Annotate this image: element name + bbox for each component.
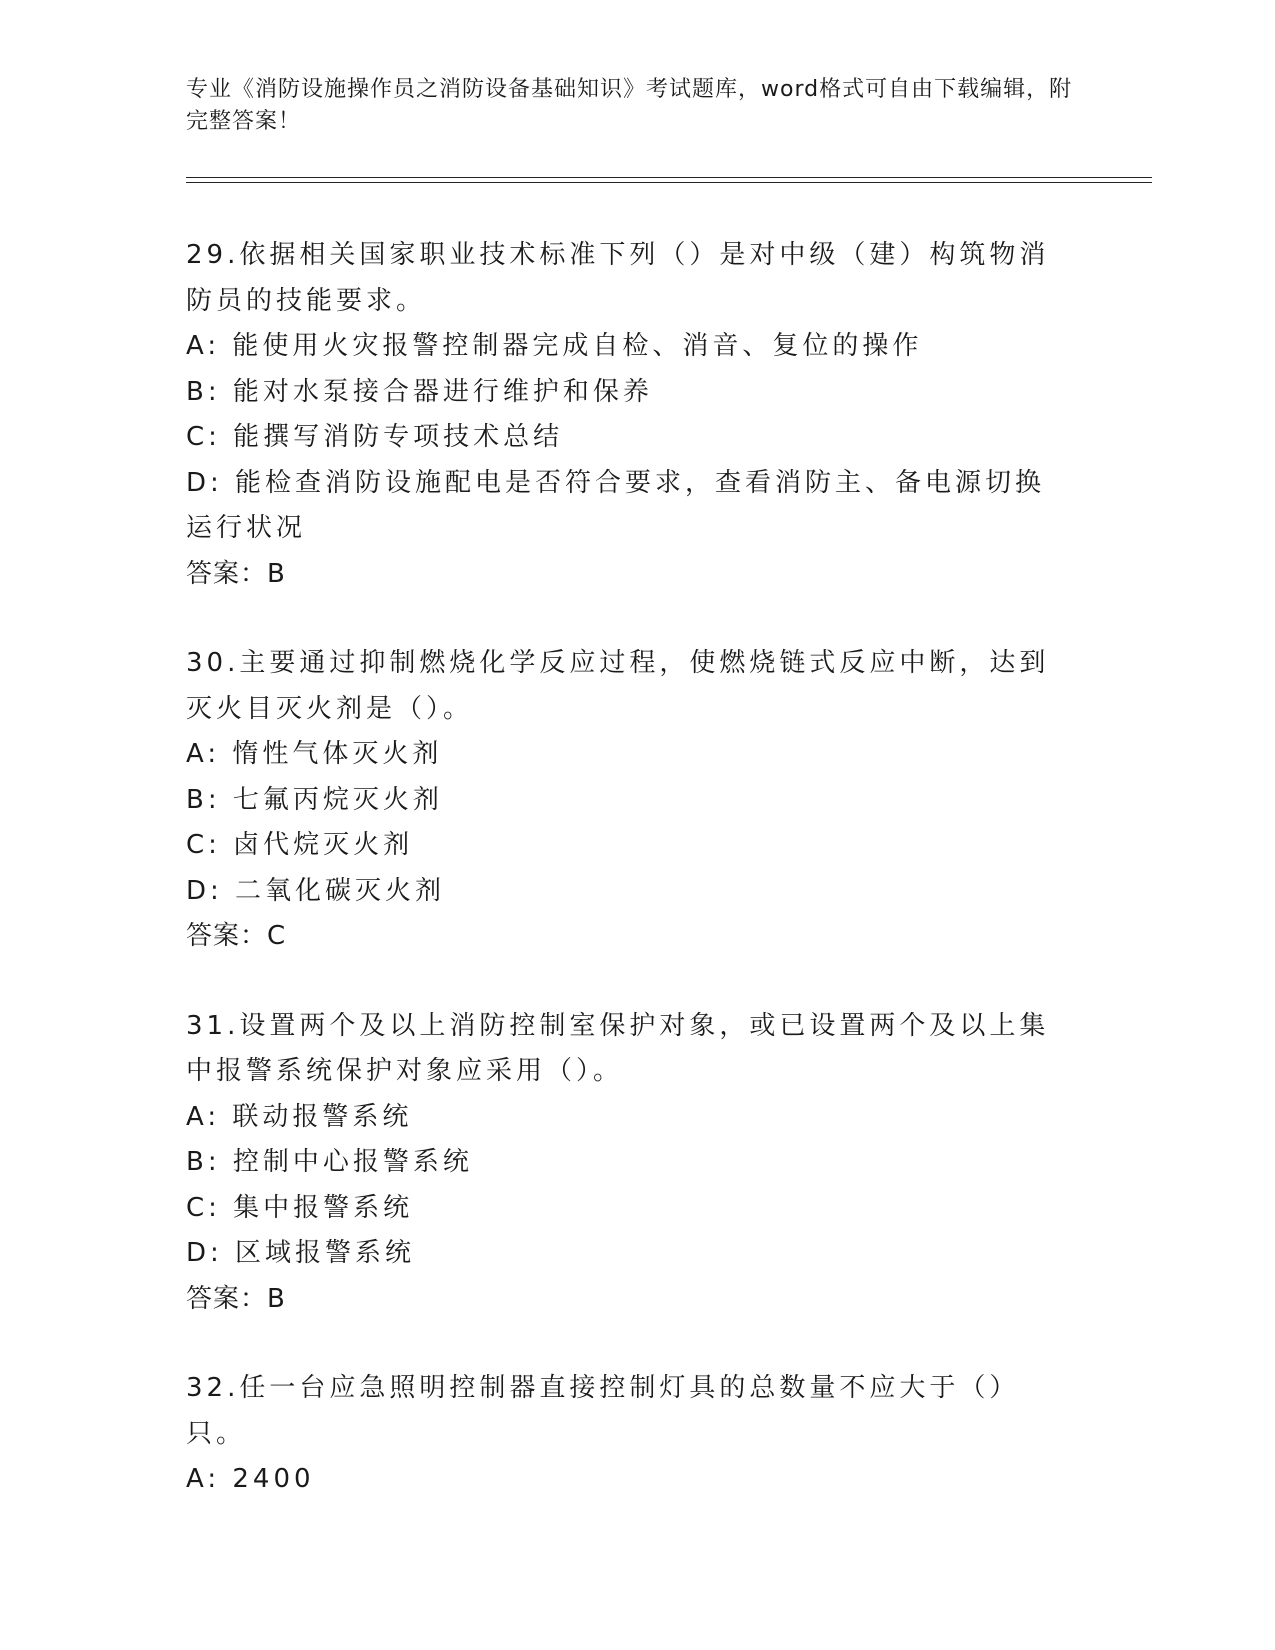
option-d: D: 二氧化碳灭火剂	[186, 875, 446, 906]
question-list	[186, 233, 1086, 1547]
option-c: C: 能撰写消防专项技术总结	[186, 422, 564, 452]
option-b: B: 七氟丙烷灭火剂	[186, 784, 443, 815]
question-stem: 30.主要通过抑制燃烧化学反应过程，使燃烧链式反应中断，达到灭火目灭火剂是（）。	[186, 648, 1050, 724]
question-stem: 32.任一台应急照明控制器直接控制灯具的总数量不应大于（）只。	[186, 1373, 1020, 1449]
header-divider	[186, 177, 1152, 178]
question-31	[186, 1004, 1086, 1323]
question-29	[186, 233, 1086, 597]
option-a: A: 能使用火灾报警控制器完成自检、消音、复位的操作	[186, 331, 923, 361]
question-32	[186, 1366, 1086, 1503]
answer-line: 答案：B	[186, 558, 286, 589]
header-divider-secondary	[186, 182, 1152, 183]
document-header: 专业《消防设施操作员之消防设备基础知识》考试题库，word格式可自由下载编辑，附完整答案！	[186, 77, 1073, 134]
option-b: B: 能对水泵接合器进行维护和保养	[186, 376, 653, 407]
option-c: C: 集中报警系统	[186, 1192, 414, 1223]
question-stem: 29.依据相关国家职业技术标准下列（）是对中级（建）构筑物消防员的技能要求。	[186, 240, 1050, 316]
option-d: D: 能检查消防设施配电是否符合要求，查看消防主、备电源切换运行状况	[186, 467, 1046, 543]
option-b: B: 控制中心报警系统	[186, 1147, 473, 1177]
option-a: A: 惰性气体灭火剂	[186, 739, 443, 769]
option-c: C: 卤代烷灭火剂	[186, 830, 414, 860]
question-30	[186, 641, 1086, 960]
option-a: A: 联动报警系统	[186, 1101, 413, 1132]
answer-line: 答案：C	[186, 921, 287, 951]
answer-line: 答案：B	[186, 1283, 286, 1314]
question-stem: 31.设置两个及以上消防控制室保护对象，或已设置两个及以上集中报警系统保护对象应采用（）。	[186, 1010, 1050, 1086]
option-d: D: 区域报警系统	[186, 1238, 416, 1268]
option-a: A: 2400	[186, 1464, 315, 1494]
